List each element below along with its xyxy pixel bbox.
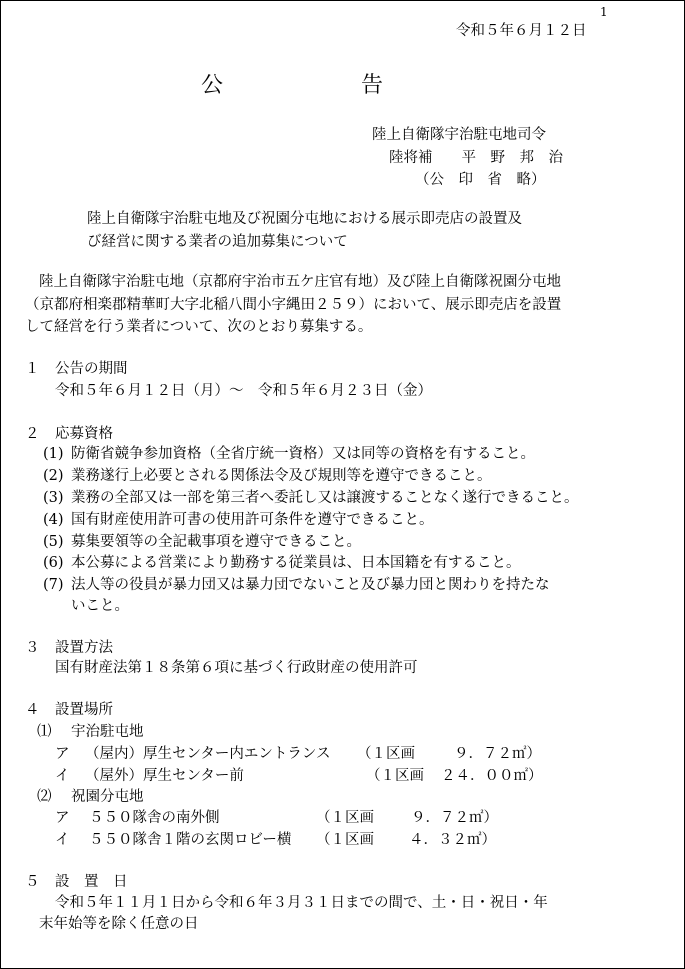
section-2-number: ２ — [25, 426, 40, 442]
qualification-item-text: 業務の全部又は一部を第三者へ委託し又は譲渡することなく遂行できること。 — [71, 490, 579, 506]
subject-line-1: 陸上自衛隊宇治駐屯地及び祝園分屯地における展示即売店の設置及 — [87, 211, 522, 227]
subject-line-2: び経営に関する業者の追加募集について — [87, 234, 348, 250]
intro-line-3: して経営を行う業者について、次のとおり募集する。 — [25, 319, 373, 335]
qualification-item-7-continuation: いこと。 — [71, 598, 129, 614]
section-5-line-1: 令和５年１１月１日から令和６年３月３１日までの間で、土・日・祝日・年 — [55, 895, 548, 911]
seal-omitted-note: （公 印 省 略） — [415, 172, 546, 188]
qualification-item-number: (6) — [43, 555, 64, 571]
site-place: ５５０隊舎１階の玄関ロビー横 — [89, 832, 292, 848]
location-2-name: 祝園分屯地 — [71, 789, 144, 805]
site-area: ４．３２㎡） — [409, 832, 496, 848]
qualification-item-number: (1) — [43, 446, 64, 462]
section-1-number: １ — [25, 361, 40, 377]
section-3-body: 国有財産法第１８条第６項に基づく行政財産の使用許可 — [55, 660, 418, 676]
site-place: （屋内）厚生センター内エントランス — [85, 746, 331, 762]
intro-line-2: （京都府相楽郡精華町大字北稲八間小字縄田２５９）において、展示即売店を設置 — [25, 297, 562, 313]
site-mark: イ — [55, 832, 70, 848]
location-1-number: ⑴ — [37, 724, 52, 740]
site-unit-count: （１区画 — [316, 832, 374, 848]
site-area: ９．７２㎡） — [454, 746, 541, 762]
site-place: （屋外）厚生センター前 — [85, 768, 244, 784]
location-1-name: 宇治駐屯地 — [71, 724, 144, 740]
qualification-item-number: (3) — [43, 490, 64, 506]
section-1-heading: 公告の期間 — [55, 361, 128, 377]
section-2-heading: 応募資格 — [55, 426, 113, 442]
section-5-heading: 設 置 日 — [55, 874, 128, 890]
intro-line-1: 陸上自衛隊宇治駐屯地（京都府宇治市五ケ庄官有地）及び陸上自衛隊祝園分屯地 — [39, 274, 561, 290]
section-5-number: ５ — [25, 874, 40, 890]
section-3-number: ３ — [25, 640, 40, 656]
section-4-number: ４ — [25, 702, 40, 718]
site-area: ９．７２㎡） — [411, 810, 498, 826]
qualification-item-text: 法人等の役員が暴力団又は暴力団でないこと及び暴力団と関わりを持たな — [71, 577, 550, 593]
site-mark: ア — [55, 746, 70, 762]
page-number: 1 — [600, 5, 608, 19]
location-2-number: ⑵ — [37, 789, 52, 805]
issuer-organization: 陸上自衛隊宇治駐屯地司令 — [372, 127, 546, 143]
site-mark: イ — [55, 768, 70, 784]
site-unit-count: （１区画 — [316, 810, 374, 826]
issue-date: 令和５年６月１２日 — [456, 23, 587, 39]
site-unit-count: （１区画 — [366, 768, 424, 784]
qualification-item-text: 国有財産使用許可書の使用許可条件を遵守できること。 — [71, 512, 434, 528]
qualification-item-text: 防衛省競争参加資格（全省庁統一資格）又は同等の資格を有すること。 — [71, 446, 535, 462]
site-area: ２４．００㎡） — [441, 768, 543, 784]
qualification-item-text: 本公募による営業により勤務する従業員は、日本国籍を有すること。 — [71, 555, 521, 571]
section-4-heading: 設置場所 — [55, 702, 113, 718]
qualification-item-text: 業務遂行上必要とされる関係法令及び規則等を遵守できること。 — [71, 468, 492, 484]
title-right-char: 告 — [361, 73, 384, 98]
site-unit-count: （１区画 — [357, 746, 415, 762]
section-1-body: 令和５年６月１２日（月）～ 令和５年６月２３日（金） — [55, 383, 432, 399]
qualification-item-number: (2) — [43, 468, 64, 484]
issuer-rank-name: 陸将補 平 野 邦 治 — [389, 150, 563, 166]
site-mark: ア — [55, 810, 70, 826]
title-left-char: 公 — [201, 73, 224, 98]
qualification-item-number: (4) — [43, 512, 64, 528]
qualification-item-number: (5) — [43, 534, 64, 550]
qualification-item-number: (7) — [43, 577, 64, 593]
site-place: ５５０隊舎の南外側 — [89, 810, 220, 826]
qualification-item-text: 募集要領等の全記載事項を遵守できること。 — [71, 534, 361, 550]
section-3-heading: 設置方法 — [55, 640, 113, 656]
section-5-line-2: 末年始等を除く任意の日 — [39, 916, 199, 932]
